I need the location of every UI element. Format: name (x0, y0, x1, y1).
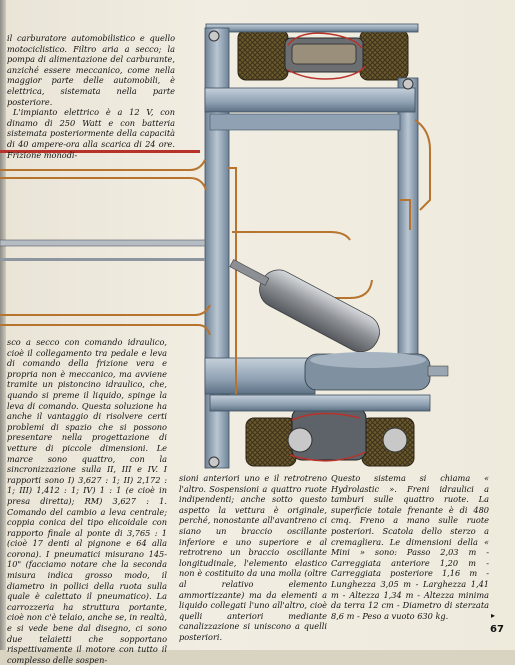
front-left-tire (238, 30, 288, 80)
front-subframe (206, 24, 418, 80)
fuel-tank (305, 352, 448, 390)
text-column-2 (7, 337, 167, 665)
continue-arrow-icon: ▸ (491, 611, 496, 620)
text-column-3 (179, 473, 327, 643)
paragraph: sioni anteriori uno e il retrotreno l'altro. Sospensioni a quattro ruote indipendenti; anche sotto questo aspetto la vettura è originale, perché, nonostante all'avantreno ci siano un braccio oscillante inferiore e uno superiore e al retrotreno un braccio oscillante longitudinale, l'elemento elastico non è costituito da una molla (oltre al relativo elemento ammortizzante) ma da elementi a liquido collegati l'uno all'altro, cioè quelli anteriori mediante canalizzazione si uniscono a quelli posteriori. (179, 473, 327, 642)
exhaust-silencer (222, 247, 386, 358)
control-rods (0, 150, 205, 261)
text-column-4 (331, 473, 489, 621)
page-number: 67 (490, 624, 504, 635)
paragraph: il carburatore automobilistico e quello motociclistico. Filtro aria a secco; la pompa di alimentazione del carburante, anziché essere meccanico, come nella maggior parte delle automobili, è elettrica, sistemata nella parte posteriore. (7, 33, 175, 107)
text-column-1 (7, 33, 175, 160)
paragraph: sco a secco con comando idraulico, cioè il collegamento tra pedale e leva di comando della frizione vera e propria non è meccanico, ma avviene tramite un pistoncino idraulico, che, quando si preme il liquido, spinge la leva di comando. Questa soluzione ha anche il vantaggio di risolvere certi problemi di spazio che si possono presentare nella progettazione di vetture di piccole dimensioni. Le marce sono quattro, con la sincronizzazione sulla II, III e IV. I rapporti sono I) 3,627 : 1; II) 2,172 : 1; III) 1,412 : 1; IV) 1 : 1 (e cioè in presa diretta); RM) 3,627 : 1. Comando del cambio a leva centrale; coppia conica del tipo elicoidale con rapporto finale al ponte di 3,765 : 1 (cioè 17 denti al pignone e 64 alla corona). I pneumatici misurano 145-10" (facciamo notare che la seconda misura indica grosso modo, il diametro in pollici della ruota sulla quale è calettato il pneumatico). La carrozzeria ha struttura portante, cioè non c'è telaio, anche se, in realtà, e si vede bene dal disegno, ci sono due telaietti che sopportano rispettivamente il motore con tutto il complesso delle sospen- (7, 337, 167, 665)
paragraph: L'impianto elettrico è a 12 V, con dinamo di 250 Watt e con batteria sistemata posteriormente della capacità di 40 ampere-ora alla scarica di 24 ore. Frizione monodi- (7, 107, 175, 160)
paragraph: Questo sistema si chiama « Hydrolastic ». Freni idraulici a tamburi sulle quattro ruote. La superficie totale frenante è di 480 cmq. Freno a mano sulle ruote posteriori. Scatola dello sterzo a cremagliera. Le dimensioni della « Mini » sono: Passo 2,03 m - Carreggiata anteriore 1,20 m - Carreggiata posteriore 1,16 m - Lunghezza 3,05 m - Larghezza 1,41 m - Altezza 1,34 m - Altezza minima da terra 12 cm - Diametro di sterzata 8,6 m - Peso a vuoto 630 kg. (331, 473, 489, 621)
front-right-tire (360, 30, 408, 80)
rear-subframe (210, 395, 430, 466)
